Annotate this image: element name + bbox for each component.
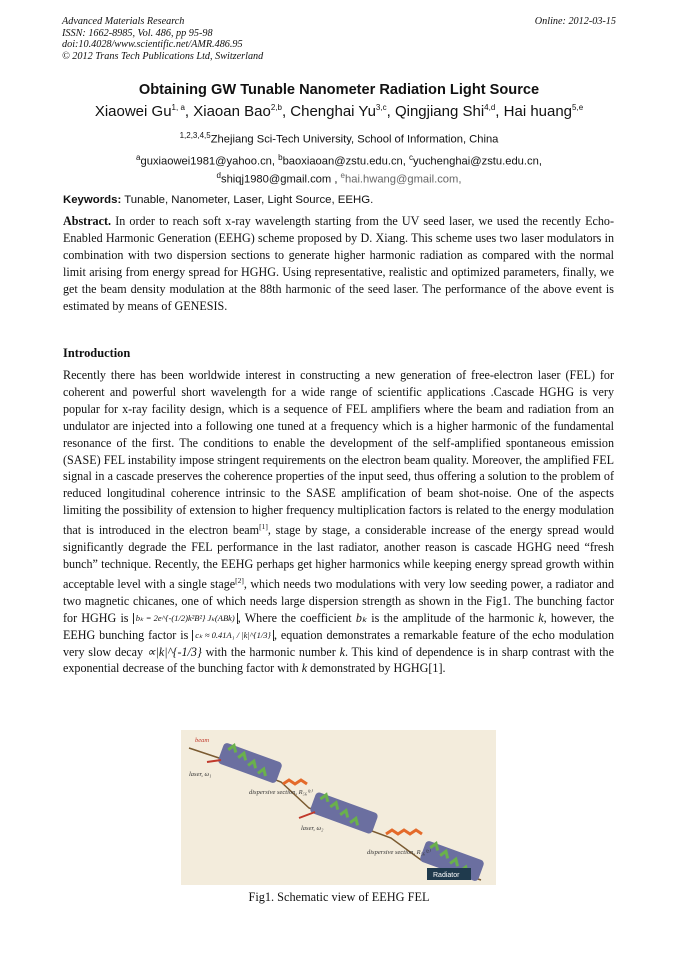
author-sup: 3,c <box>375 103 387 112</box>
section-heading-introduction: Introduction <box>63 346 131 360</box>
intro-text: with the harmonic number <box>205 644 336 659</box>
label-laser-2: laser, ω₂ <box>301 825 324 832</box>
author-name: Chenghai Yu <box>290 103 376 120</box>
eehg-schematic-figure <box>181 730 496 885</box>
author-name: Qingjiang Shi <box>394 103 485 120</box>
label-beam: beam <box>195 737 210 744</box>
affiliation-sup: 1,2,3,4,5 <box>179 131 211 140</box>
author-list: Xiaowei Gu$^{1, a}$, Xiaoan Bao$^{2,b}$, Chenghai Yu$^{3,c}$, Qingjiang Shi$^{4,d}$, Hai huang$^{5,e}$ <box>94 103 584 120</box>
figure-caption: Fig1. Schematic view of EEHG FEL <box>248 890 430 904</box>
coefficient-symbol: bₖ <box>355 610 368 625</box>
label-dispersive-1: dispersive section, R₅₆⁽¹⁾ <box>249 789 313 796</box>
email-b: baoxiaoan@zstu.edu.cn, <box>282 155 406 168</box>
keywords <box>63 194 373 206</box>
journal-issn: ISSN: 1662-8985, Vol. 486, pp 95-98 <box>62 27 213 39</box>
keywords-label: Keywords: <box>63 194 122 206</box>
abstract-label: Abstract. <box>63 214 112 228</box>
abstract-text: In order to reach soft x-ray wavelength starting from the UV seed laser, we used the recently Echo-Enabled Harmonic Generation (EEHG) scheme proposed by D. Xiang. This scheme uses two laser modulators in combination with two dispersion sections to generate higher harmonic radiation as compared with the normal limit arising from energy spread for HGHG. Using representative, realistic and optimized parameters, finally, we get the beam density modulation at the 88th harmonic of the seed laser. The performance of the above event is estimated by means of GENESIS. <box>63 214 614 313</box>
intro-text: , Where the coefficient <box>237 610 352 625</box>
intro-text: is the amplitude of the harmonic <box>371 610 535 625</box>
harmonic-symbol: k <box>538 610 544 625</box>
keywords-text: Tunable, Nanometer, Laser, Light Source, EEHG. <box>124 194 374 206</box>
email-c: yuchenghai@zstu.edu.cn, <box>413 155 542 168</box>
label-dispersive-2: dispersive section, R₅₆⁽²⁾ <box>367 849 431 856</box>
email-e: hai.hwang@gmail.com, <box>345 173 462 186</box>
eehg-bunching-equation: cₖ ≈ 0.41A₁ / |k|^{1/3} <box>192 630 274 641</box>
harmonic-symbol: k <box>339 644 345 659</box>
intro-text: , however, the EEHG bunching factor is <box>63 610 615 642</box>
intro-text: , which needs two modulations with very low seeding power, a radiator and two magnetic chicanes, one of which needs large dispersion strength as shown in the Fig1. The bunching factor for HGHG is <box>63 576 615 625</box>
abstract <box>63 213 614 314</box>
intro-text: , stage by stage, a considerable increase of the energy spread would significantly degrade the FEL performance in the last radiator, another reason is cascade HGHG need “fresh bunch” technique. Recently, the EEHG perhaps get higher harmonics while keeping energy spread growth within acceptable level with a single stage <box>63 523 614 591</box>
affiliation-text: Zhejiang Sci-Tech University, School of Information, China <box>210 133 499 146</box>
introduction-text <box>63 367 614 677</box>
journal-name: Advanced Materials Research <box>62 16 185 27</box>
email-list: $^a$guxiaowei1981@yahoo.cn, $^b$baoxiaoan@zstu.edu.cn, $^c$yuchenghai@zstu.edu.cn, $^d$shiqj1980@gmail.com , $^e$hai.hwang@gmail.com, <box>136 153 542 186</box>
citation-2: [2] <box>235 575 244 585</box>
label-radiator: Radiator <box>433 872 460 879</box>
journal-doi: doi:10.4028/www.scientific.net/AMR.486.95 <box>62 39 243 51</box>
intro-text: . This kind of dependence is in sharp contrast with the exponential decrease of the bunching factor with <box>63 644 614 676</box>
decay-equation: ∝|k|^{-1/3} <box>146 644 202 659</box>
paper-title: Obtaining GW Tunable Nanometer Radiation Light Source <box>138 82 540 98</box>
harmonic-symbol: k <box>301 661 308 676</box>
affiliation <box>0 131 678 146</box>
citation-1: [1] <box>259 522 268 532</box>
journal-copyright: © 2012 Trans Tech Publications Ltd, Switzerland <box>62 50 264 62</box>
author-name: Hai huang <box>503 103 573 120</box>
online-date: Online: 2012-03-15 <box>534 16 616 27</box>
journal-header <box>62 16 263 62</box>
author-name: Xiaoan Bao <box>193 103 271 120</box>
author-sup: 5,e <box>572 103 584 112</box>
intro-text: demonstrated by HGHG[1]. <box>310 661 446 676</box>
author-sup: 4,d <box>484 103 496 112</box>
intro-text: , equation demonstrates a remarkable feature of the echo modulation very slow decay <box>63 627 614 659</box>
label-laser-1: laser, ω₁ <box>189 771 212 778</box>
author-sup: 1, a <box>171 103 185 112</box>
email-a: guxiaowei1981@yahoo.cn, <box>140 155 276 168</box>
email-d: shiqj1980@gmail.com , <box>220 173 338 186</box>
hghg-bunching-equation: bₖ = 2e^{-(1/2)k²B²} Jₖ(ABk) <box>133 613 238 624</box>
author-sup: 2,b <box>270 103 282 112</box>
intro-text: Recently there has been worldwide interest in constructing a new generation of free-electron laser (FEL) for coherent and powerful short wavelength for a wide range of scientific applications .Cascade HGHG is very popular for x-ray facility design, which is a sequence of FEL amplifiers where the beam and radiation from an undulator are injected into a following one tuned at a frequency which is a higher harmonic of the fundamental resonance of the first. The conditions to enable the development of the self-amplified spontaneous emission (SASE) FEL instability impose stringent requirements on the electron beam quality. Moreover, the amplified FEL signal in a cascade preserves the coherence properties of the input seed, thus offering a solution to the problem of reduced longitudinal coherence intrinsic to the SASE amplification of beam shot-noise. One of the aspects limiting the possibility of extension to higher frequency multiplication factors is related to the energy modulation that is introduced in the electron beam <box>63 368 614 538</box>
author-name: Xiaowei Gu <box>94 103 172 120</box>
